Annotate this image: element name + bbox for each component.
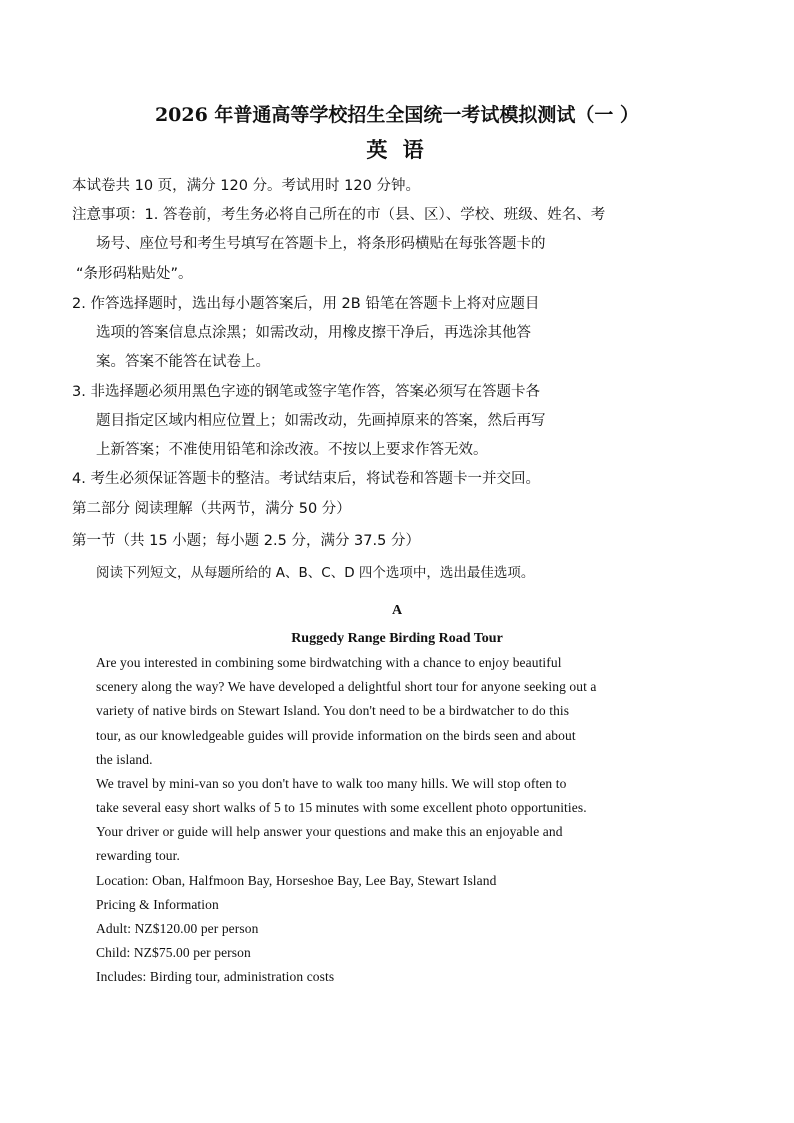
section-part-heading: 第二部分 阅读理解（共两节，满分 50 分） bbox=[72, 501, 351, 517]
note-line-5: 选项的答案信息点涂黑；如需改动，用橡皮擦干净后，再选涂其他答 bbox=[96, 325, 531, 341]
subsection-heading: 第一节（共 15 小题；每小题 2.5 分，满分 37.5 分） bbox=[72, 533, 420, 549]
passage-title: Ruggedy Range Birding Road Tour bbox=[291, 631, 503, 646]
note-line-1: 注意事项：1. 答卷前，考生务必将自己所在的市（县、区）、学校、班级、姓名、考 bbox=[72, 207, 606, 223]
passage-line: scenery along the way? We have developed a delightful short tour for anyone seeking out a bbox=[96, 679, 597, 694]
passage-line: Location: Oban, Halfmoon Bay, Horseshoe Bay, Lee Bay, Stewart Island bbox=[96, 873, 497, 888]
note-line-8: 题目指定区域内相应位置上；如需改动，先画掉原来的答案，然后再写 bbox=[96, 413, 546, 429]
passage-line: rewarding tour. bbox=[96, 848, 180, 863]
note-line-3: “条形码粘贴处”。 bbox=[76, 266, 193, 282]
reading-direction: 阅读下列短文，从每题所给的 A、B、C、D 四个选项中，选出最佳选项。 bbox=[96, 565, 535, 581]
passage-line: Adult: NZ$120.00 per person bbox=[96, 921, 259, 936]
exam-intro: 本试卷共 10 页，满分 120 分。考试用时 120 分钟。 bbox=[72, 178, 420, 194]
passage-line: tour, as our knowledgeable guides will provide information on the birds seen and about bbox=[96, 728, 576, 743]
passage-line: the island. bbox=[96, 752, 153, 767]
note-line-7: 3. 非选择题必须用黑色字迹的钢笔或签字笔作答，答案必须写在答题卡各 bbox=[72, 384, 540, 400]
passage-line: variety of native birds on Stewart Island. You don't need to be a birdwatcher to do this bbox=[96, 703, 570, 718]
passage-line: take several easy short walks of 5 to 15 minutes with some excellent photo opportunities. bbox=[96, 800, 587, 815]
exam-title: 2026 年普通高等学校招生全国统一考试模拟测试（一 ） bbox=[154, 104, 640, 126]
note-line-4: 2. 作答选择题时，选出每小题答案后，用 2B 铅笔在答题卡上将对应题目 bbox=[72, 296, 540, 312]
passage-line: Are you interested in combining some birdwatching with a chance to enjoy beautiful bbox=[96, 655, 562, 670]
note-line-10: 4. 考生必须保证答题卡的整洁。考试结束后，将试卷和答题卡一并交回。 bbox=[72, 471, 540, 487]
note-line-9: 上新答案；不准使用铅笔和涂改液。不按以上要求作答无效。 bbox=[96, 442, 488, 458]
passage-line: Your driver or guide will help answer your questions and make this an enjoyable and bbox=[96, 824, 563, 839]
subject-title: 英 语 bbox=[366, 137, 428, 162]
note-line-2: 场号、座位号和考生号填写在答题卡上，将条形码横贴在每张答题卡的 bbox=[96, 236, 546, 252]
passage-letter: A bbox=[391, 603, 403, 618]
passage-line: Includes: Birding tour, administration costs bbox=[96, 969, 335, 984]
passage-line: Child: NZ$75.00 per person bbox=[96, 945, 251, 960]
passage-line: We travel by mini-van so you don't have to walk too many hills. We will stop often to bbox=[96, 776, 567, 791]
note-line-6: 案。答案不能答在试卷上。 bbox=[96, 354, 270, 370]
passage-line: Pricing & Information bbox=[96, 897, 219, 912]
